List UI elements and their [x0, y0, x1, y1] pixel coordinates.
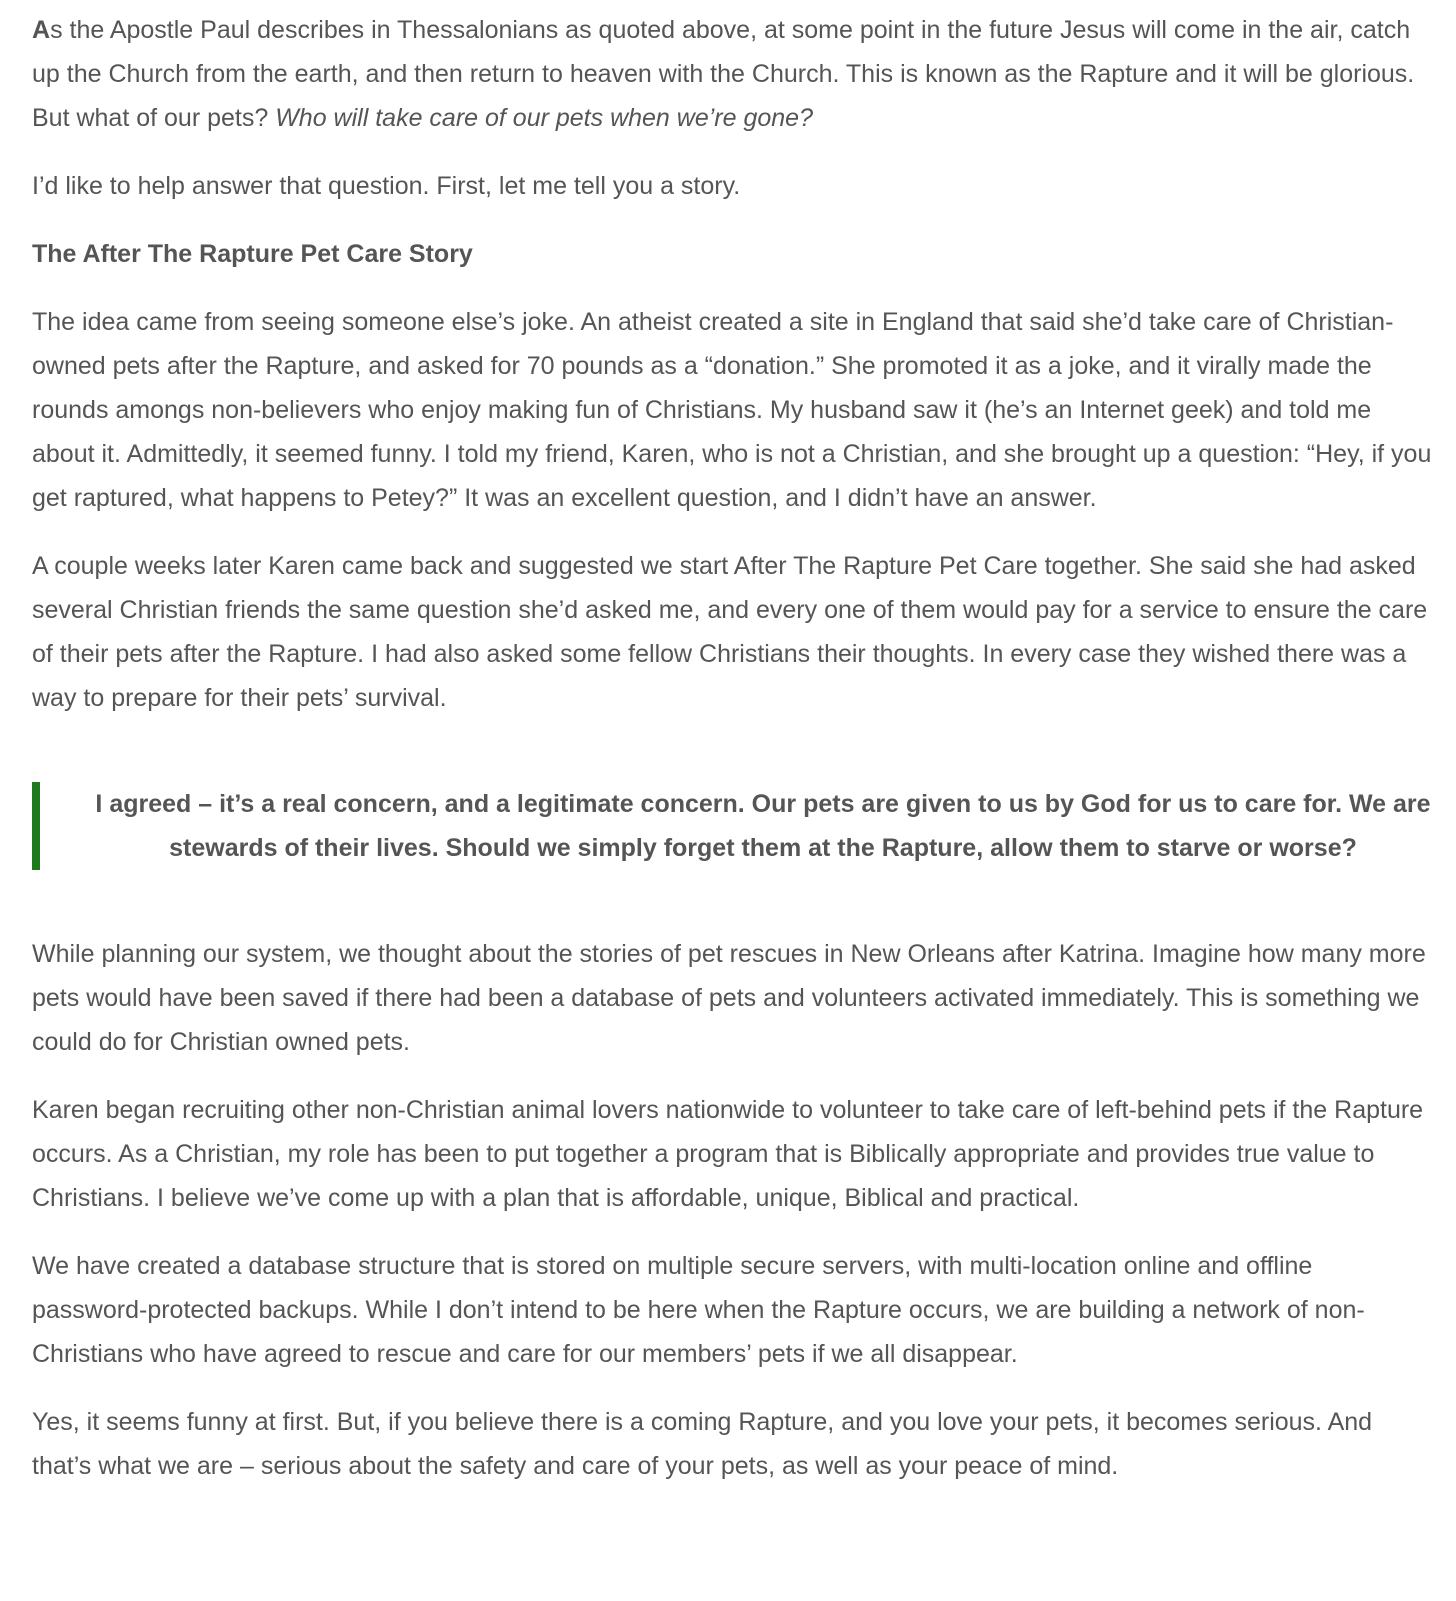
- paragraph-story-intro: I’d like to help answer that question. First, let me tell you a story.: [32, 172, 741, 200]
- paragraph-karen-suggestion: A couple weeks later Karen came back and suggested we start After The Rapture Pet Care together. She said she had asked several Christian friends the same question she’d asked me, and every one of them would pay for a service to ensure the care of their pets after the Rapture. I had also asked some fellow Christians their thoughts. In every case they wished there was a way to prepare for their pets’ survival.: [32, 552, 1428, 712]
- paragraph-idea: The idea came from seeing someone else’s joke. An atheist created a site in England that said she’d take care of Christian-owned pets after the Rapture, and asked for 70 pounds as a “donation.” She promoted it as a joke, and it virally made the rounds amongs non-believers who enjoy making fun of Christians. My husband saw it (he’s an Internet geek) and told me about it. Admittedly, it seemed funny. I told my friend, Karen, who is not a Christian, and she brought up a question: “Hey, if you get raptured, what happens to Petey?” It was an excellent question, and I didn’t have an answer.: [32, 308, 1432, 512]
- paragraph-planning: While planning our system, we thought about the stories of pet rescues in New Orleans after Katrina. Imagine how many more pets would have been saved if there had been a database of pets and volunteers activated immediately. This is something we could do for Christian owned pets.: [32, 940, 1426, 1056]
- pull-quote-text: I agreed – it’s a real concern, and a legitimate concern. Our pets are given to us by God for us to care for. We are stewards of their lives. Should we simply forget them at the Rapture, allow them to starve or worse?: [95, 790, 1431, 862]
- intro-paragraph: [32, 8, 1434, 140]
- drop-cap: A: [32, 16, 51, 44]
- intro-question: Who will take care of our pets when we’re gone?: [275, 104, 813, 132]
- section-heading: The After The Rapture Pet Care Story: [32, 240, 473, 268]
- intro-text: s the Apostle Paul describes in Thessalonians as quoted above, at some point in the future Jesus will come in the air, catch up the Church from the earth, and then return to heaven with the Church. This is known as the Rapture and it will be glorious. But what of our pets?: [32, 16, 1415, 132]
- paragraph-database: We have created a database structure that is stored on multiple secure servers, with multi-location online and offline password-protected backups. While I don’t intend to be here when the Rapture occurs, we are building a network of non-Christians who have agreed to rescue and care for our members’ pets if we all disappear.: [32, 1252, 1365, 1368]
- paragraph-conclusion: Yes, it seems funny at first. But, if you believe there is a coming Rapture, and you love your pets, it becomes serious. And that’s what we are – serious about the safety and care of your pets, as well as your peace of mind.: [32, 1408, 1373, 1480]
- pull-quote: [32, 782, 1434, 870]
- paragraph-recruiting: Karen began recruiting other non-Christian animal lovers nationwide to volunteer to take care of left-behind pets if the Rapture occurs. As a Christian, my role has been to put together a program that is Biblically appropriate and provides true value to Christians. I believe we’ve come up with a plan that is affordable, unique, Biblical and practical.: [32, 1096, 1424, 1212]
